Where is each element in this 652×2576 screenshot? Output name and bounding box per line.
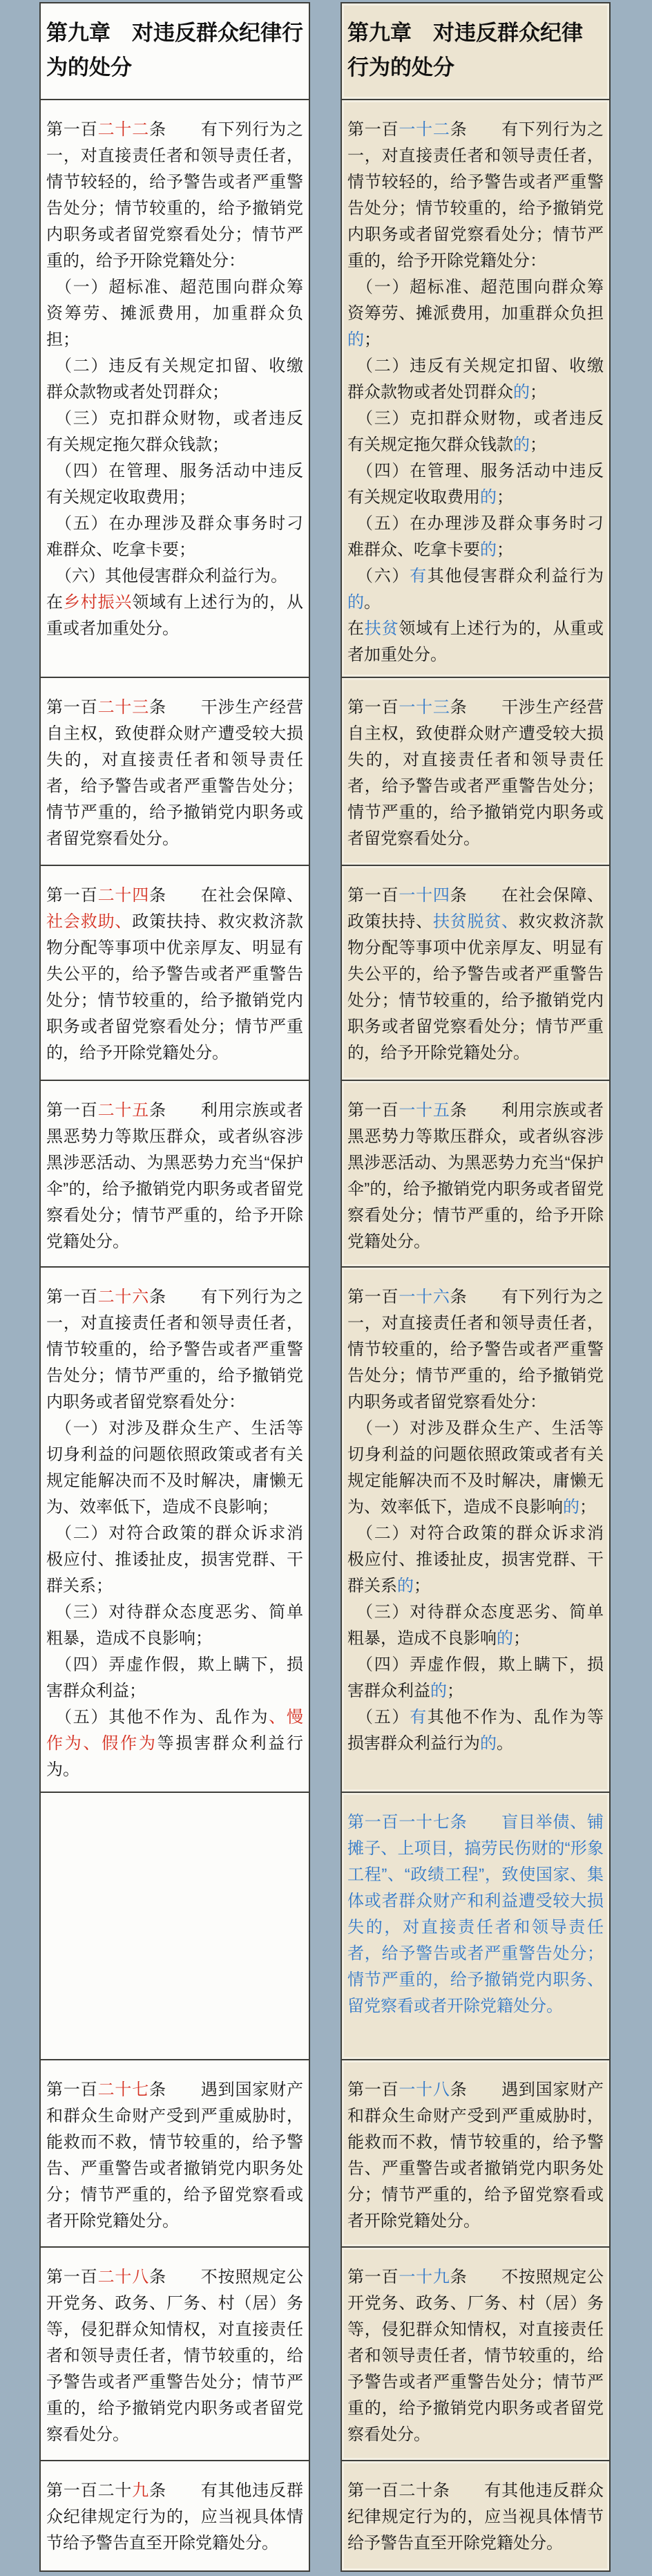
text-segment: ； [530,383,546,402]
text-segment: 第一百 [347,2268,399,2286]
old-version-cell [341,678,611,866]
old-version-cell [341,1081,611,1268]
text-segment: ； [530,435,546,454]
new-version-cell [39,866,310,1081]
table-row [39,2248,611,2461]
text-segment: （六）其他侵害群众利益行为。 [55,567,287,585]
removed-text: 一十六 [399,1288,450,1306]
added-text: 二十六 [97,1288,150,1306]
removed-text: 有 [410,567,428,585]
added-text: 九 [132,2481,150,2500]
removed-text: 的 [513,435,530,454]
text-segment: （三）对待群众态度恶劣、简单粗暴，造成不良影响； [46,1603,303,1648]
paragraph [46,1521,303,1599]
text-segment: （二）违反有关规定扣留、收缴群众款物或者处罚群众； [46,357,303,402]
paragraph [46,511,303,563]
text-segment: 第一百 [46,2268,98,2286]
text-segment: 第一百 [46,2080,98,2099]
paragraph [46,1416,303,1521]
paragraph [347,274,604,353]
removed-text: 的 [497,1629,513,1648]
text-segment: （四）弄虚作假，欺上瞒下，损害群众利益 [347,1655,604,1700]
text-segment: （三）克扣群众财物，或者违反有关规定拖欠群众钱款 [347,409,604,454]
text-segment: 在 [347,619,365,638]
text-segment: （五）其他不作为、乱作为 [55,1708,269,1727]
text-segment: 条 有下列行为之一，对直接责任者和领导责任者，情节较轻的，给予警告或者严重警告处分；情节较重的，给予撤销党内职务或者留党察看处分；情节严重的，给予开除党籍处分： [46,120,304,270]
removed-text: 扶贫脱贫、 [432,912,519,931]
text-segment: 第一百 [347,120,399,139]
text-segment: （六） [356,567,410,585]
text-segment: 在 [46,593,64,612]
removed-text: 的 [347,593,364,612]
paragraph [347,353,604,406]
paragraph [46,117,303,274]
text-segment: 第一百 [347,1288,399,1306]
old-version-cell [341,100,611,678]
text-segment: 领域有上述行为的，从重或者加重处分。 [46,593,304,638]
paragraph [46,274,303,353]
paragraph [347,2478,604,2557]
new-version-cell [39,678,310,866]
text-segment: 条 有下列行为之一，对直接责任者和领导责任者，情节较重的，给予警告或者严重警告处分；情节严重的，给予撤销党内职务或者留党察看处分： [347,1288,604,1411]
text-segment: ； [579,1498,596,1516]
old-version-cell [341,2060,611,2248]
text-segment: 条 不按照规定公开党务、政务、厂务、村（居）务等，侵犯群众知情权，对直接责任者和领导责任者，情节较重的，给予警告或者严重警告处分；情节严重的，给予撤销党内职务或者留党察看处分。 [347,2268,604,2444]
paragraph [347,458,604,511]
text-segment: （一）对涉及群众生产、生活等切身利益的问题依照政策或者有关规定能解决而不及时解决，庸懒无为、效率低下，造成不良影响； [46,1419,303,1516]
text-segment: 领域有上述行为的，从重或者加重处分。 [347,619,604,664]
text-segment: 条 有下列行为之一，对直接责任者和领导责任者，情节较轻的，给予警告或者严重警告处分；情节较重的，给予撤销党内职务或者留党察看处分；情节严重的，给予开除党籍处分： [347,120,604,270]
paragraph [347,2264,604,2448]
paragraph [347,1521,604,1599]
paragraph [347,1284,604,1416]
paragraph [347,616,604,668]
removed-text: 的 [480,488,497,507]
text-segment: （一）超标准、超范围向群众筹资筹劳、摊派费用，加重群众负担； [46,278,303,349]
paragraph [347,1652,604,1704]
new-version-cell [39,100,310,678]
new-version-cell [39,1793,310,2060]
text-segment: （五）在办理涉及群众事务时刁难群众、吃拿卡要 [347,514,604,559]
new-version-cell [39,2461,310,2572]
paragraph [347,1809,604,2020]
removed-text: 一十八 [399,2080,450,2099]
removed-text: 扶贫 [364,619,399,638]
paragraph [347,1098,604,1255]
added-text: 二十三 [97,698,150,717]
paragraph [46,590,303,642]
paragraph [347,883,604,1066]
text-segment: 条 在社会保障、 [149,886,304,905]
text-segment: （五） [356,1708,410,1727]
text-segment: （三）克扣群众财物，或者违反有关规定拖欠群众钱款； [46,409,303,454]
text-segment: 第一百 [46,886,98,905]
paragraph [347,511,604,563]
text-segment: ； [513,1629,530,1648]
paragraph [347,406,604,458]
paragraph [46,1704,303,1783]
text-segment: 。 [364,593,381,612]
text-segment: （三）对待群众态度恶劣、简单粗暴，造成不良影响 [347,1603,604,1648]
text-segment: 条 有下列行为之一，对直接责任者和领导责任者，情节较重的，给予警告或者严重警告处分；情节严重的，给予撤销党内职务或者留党察看处分： [46,1288,304,1411]
table-row [39,866,611,1081]
paragraph [347,563,604,616]
paragraph [46,406,303,458]
added-text: 二十二 [97,120,150,139]
table-header-row [39,2,611,100]
added-text: 、慢作为、假作为 [46,1708,304,1753]
paragraph [347,1416,604,1521]
removed-text: 的 [513,383,530,402]
removed-text: 的 [480,1734,497,1753]
chapter-title-old-version: 第九章 对违反群众纪律行为的处分 [341,2,611,100]
text-segment: （四）弄虚作假，欺上瞒下，损害群众利益； [46,1655,303,1700]
paragraph [46,1098,303,1255]
removed-text: 的 [563,1498,579,1516]
paragraph [46,1284,303,1416]
old-version-cell [341,2461,611,2572]
text-segment: 第一百 [347,698,399,717]
paragraph [46,1599,303,1652]
paragraph [347,2077,604,2235]
text-segment: 第一百 [347,1101,399,1120]
removed-text: 一十四 [399,886,450,905]
removed-text: 有 [410,1708,428,1727]
paragraph [46,458,303,511]
removed-text: 的 [430,1682,447,1700]
text-segment: （二）对符合政策的群众诉求消极应付、推诿扯皮，损害党群、干群关系 [347,1524,604,1595]
added-text: 社会救助、 [46,912,133,931]
text-segment: 条 有其他违反群众纪律规定行为的，应当视具体情节给予警告直至开除党籍处分。 [46,2481,304,2553]
paragraph [46,563,303,590]
removed-text: 一十二 [399,120,450,139]
paragraph [347,1599,604,1652]
removed-text: 一十三 [399,698,450,717]
table-row [39,1268,611,1793]
added-text: 二十八 [97,2268,150,2286]
new-version-cell [39,1081,310,1268]
text-segment: 条 遇到国家财产和群众生命财产受到严重威胁时，能救而不救，情节较重的，给予警告、严重警告或者撤销党内职务处分；情节严重的，给予留党察看或者开除党籍处分。 [46,2080,304,2230]
removed-text: 一十九 [399,2268,450,2286]
old-version-cell [341,2248,611,2461]
old-version-cell [341,1268,611,1793]
removed-text: 第一百一十七条 盲目举债、铺摊子、上项目，搞劳民伤财的“形象工程”、“政绩工程”，致使国家、集体或者群众财产和利益遭受较大损失的，对直接责任者和领导责任者，给予警告或者严重警告处分；情节严重的，给予撤销党内职务、留党察看或者开除党籍处分。 [347,1813,604,2015]
paragraph [46,883,303,1066]
new-version-cell [39,2248,310,2461]
paragraph [46,2478,303,2557]
text-segment: 条 干涉生产经营自主权，致使群众财产遭受较大损失的，对直接责任者和领导责任者，给予警告或者严重警告处分；情节严重的，给予撤销党内职务或者留党察看处分。 [46,698,304,848]
text-segment: （一）对涉及群众生产、生活等切身利益的问题依照政策或者有关规定能解决而不及时解决，庸懒无为、效率低下，造成不良影响 [347,1419,604,1516]
paragraph [347,117,604,274]
text-segment: （一）超标准、超范围向群众筹资筹劳、摊派费用，加重群众负担 [347,278,604,323]
old-version-cell [341,1793,611,2060]
text-segment: 。 [497,1734,513,1753]
text-segment: 政策扶持、救灾救济款物分配等事项中优亲厚友、明显有失公平的，给予警告或者严重警告处分；情节较重的，给予撤销党内职务或者留党察看处分；情节严重的，给予开除党籍处分。 [46,912,304,1062]
added-text: 乡村振兴 [63,593,133,612]
table-row [39,100,611,678]
text-segment: 第一百 [46,1288,98,1306]
text-segment: （五）在办理涉及群众事务时刁难群众、吃拿卡要； [46,514,303,559]
table-row [39,2060,611,2248]
text-segment: 救灾救济款物分配等事项中优亲厚友、明显有失公平的，给予警告或者严重警告处分；情节较重的，给予撤销党内职务或者留党察看处分；情节严重的，给予开除党籍处分。 [347,912,604,1062]
text-segment: ； [447,1682,463,1700]
text-segment: 等损害群众利益行为。 [46,1734,304,1779]
removed-text: 的 [347,330,364,349]
table-row [39,1793,611,2060]
new-version-cell [39,1268,310,1793]
text-segment: 其他不作为、乱作为等损害群众利益行为 [347,1708,604,1753]
removed-text: 一十五 [399,1101,450,1120]
text-segment: 条 利用宗族或者黑恶势力等欺压群众，或者纵容涉黑涉恶活动、为黑恶势力充当“保护伞”的，给予撤销党内职务或者留党察看处分；情节严重的，给予开除党籍处分。 [347,1101,604,1251]
text-segment: ； [364,330,381,349]
paragraph [46,2077,303,2235]
old-version-cell [341,866,611,1081]
text-segment: ； [414,1577,430,1595]
text-segment: 第一百 [46,120,98,139]
paragraph [46,2264,303,2448]
text-segment: 其他侵害群众利益行为 [427,567,604,585]
table-row [39,678,611,866]
added-text: 二十五 [97,1101,150,1120]
text-segment: （二）违反有关规定扣留、收缴群众款物或者处罚群众 [347,357,604,402]
paragraph [46,353,303,406]
text-segment: 条 在社会保障、政策扶持、 [347,886,604,931]
text-segment: 条 干涉生产经营自主权，致使群众财产遭受较大损失的，对直接责任者和领导责任者，给予警告或者严重警告处分；情节严重的，给予撤销党内职务或者留党察看处分。 [347,698,604,848]
text-segment: ； [497,540,513,559]
text-segment: （四）在管理、服务活动中违反有关规定收取费用； [46,462,303,507]
text-segment: 第一百二十 [46,2481,133,2500]
text-segment: 第一百 [347,2080,399,2099]
text-segment: ； [497,488,513,507]
text-segment: 条 利用宗族或者黑恶势力等欺压群众，或者纵容涉黑涉恶活动、为黑恶势力充当“保护伞”的，给予撤销党内职务或者留党察看处分；情节严重的，给予开除党籍处分。 [46,1101,304,1251]
text-segment: （四）在管理、服务活动中违反有关规定收取费用 [347,462,604,507]
removed-text: 的 [480,540,497,559]
removed-text: 的 [397,1577,414,1595]
chapter-title-new-version: 第九章 对违反群众纪律行为的处分 [39,2,310,100]
text-segment: （二）对符合政策的群众诉求消极应付、推诿扯皮，损害党群、干群关系； [46,1524,303,1595]
text-segment: 第一百 [46,1101,98,1120]
text-segment: 第一百二十条 有其他违反群众纪律规定行为的，应当视具体情节给予警告直至开除党籍处分。 [347,2481,604,2553]
added-text: 二十四 [97,886,150,905]
table-row [39,1081,611,1268]
paragraph [347,695,604,852]
text-segment: 条 遇到国家财产和群众生命财产受到严重威胁时，能救而不救，情节较重的，给予警告、严重警告或者撤销党内职务处分；情节严重的，给予留党察看或者开除党籍处分。 [347,2080,604,2230]
text-segment: 条 不按照规定公开党务、政务、厂务、村（居）务等，侵犯群众知情权，对直接责任者和领导责任者，情节较重的，给予警告或者严重警告处分；情节严重的，给予撤销党内职务或者留党察看处分。 [46,2268,304,2444]
paragraph [46,1652,303,1704]
added-text: 二十七 [97,2080,150,2099]
text-segment: 第一百 [347,886,399,905]
paragraph [347,1704,604,1757]
new-version-cell [39,2060,310,2248]
paragraph [46,695,303,852]
text-segment: 第一百 [46,698,98,717]
table-row [39,2461,611,2572]
